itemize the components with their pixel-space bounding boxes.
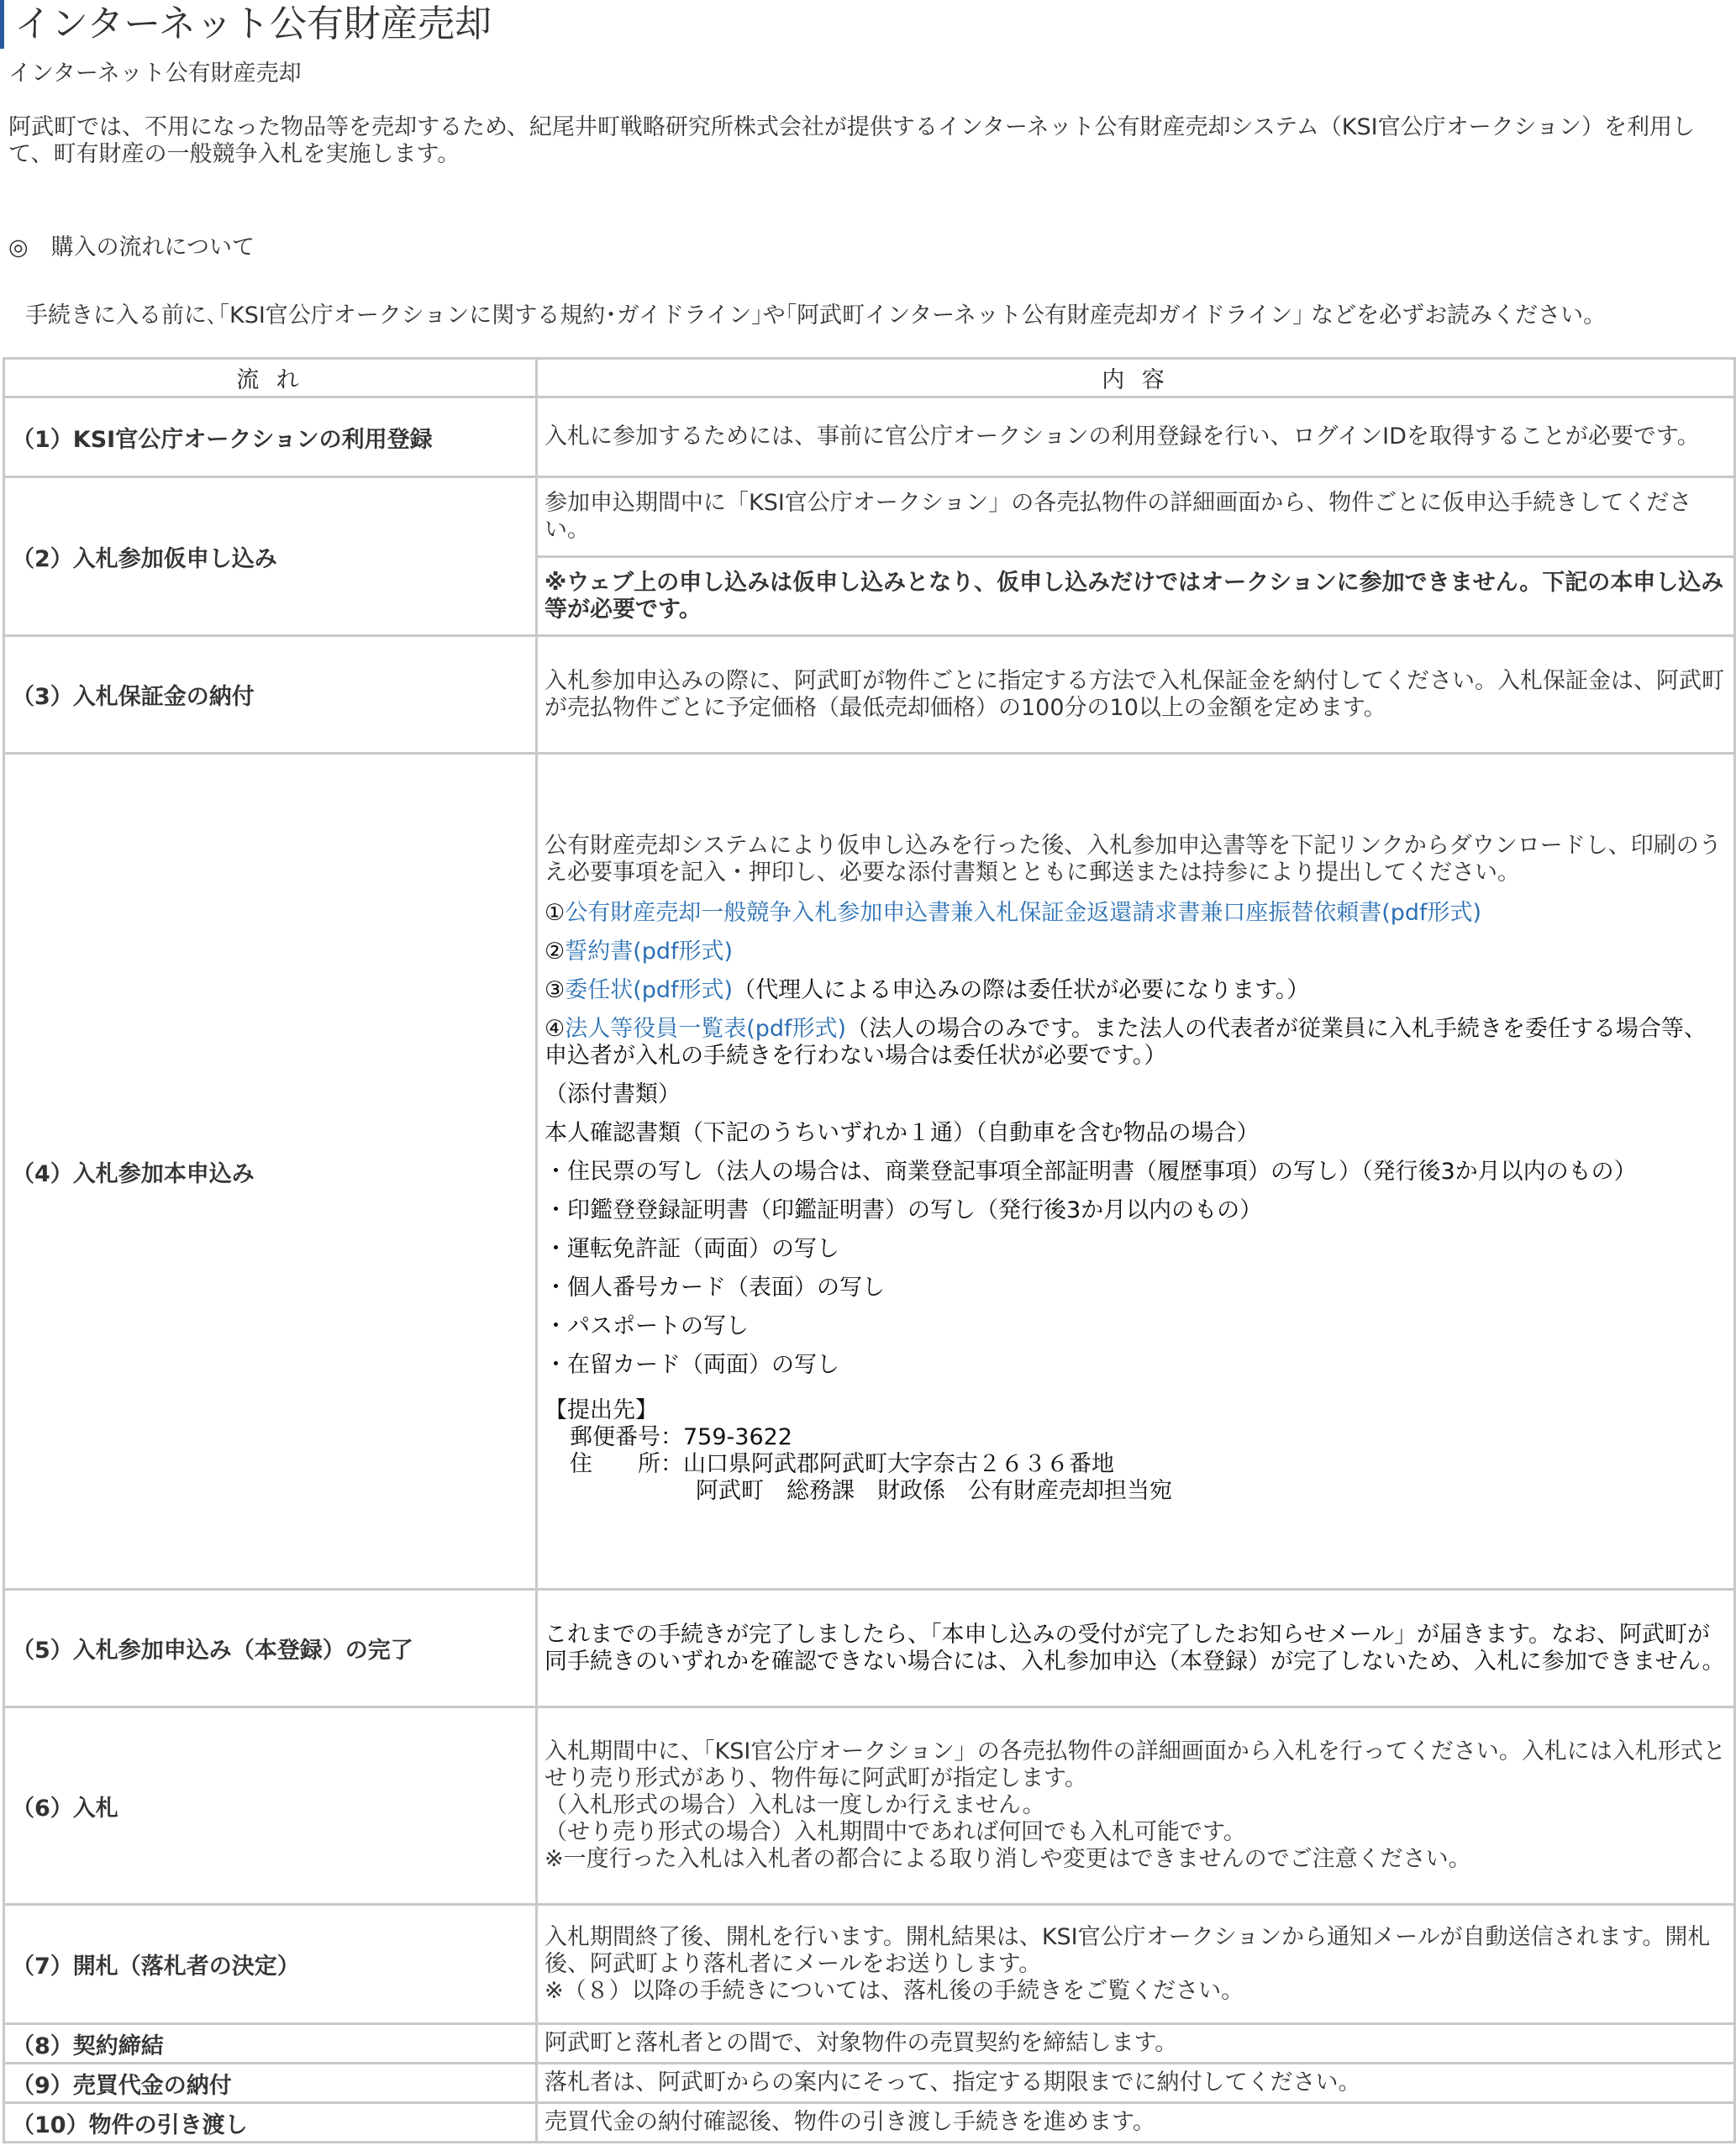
step-content: 落札者は、阿武町からの案内にそって、指定する期限までに納付してください。: [537, 2064, 1735, 2103]
table-row: [4, 2103, 1735, 2143]
id-doc-heading: 本人確認書類（下記のうちいずれか１通）（自動車を含む物品の場合）: [544, 1120, 1260, 1146]
purchase-flow-table: [3, 357, 1736, 2143]
step-content: 阿武町と落札者との間で、対象物件の売買契約を締結します。: [537, 2024, 1735, 2064]
step6-text: （せり売り形式の場合）入札期間中であれば何回でも入札可能です。: [544, 1819, 1246, 1845]
step-content: [537, 754, 1735, 1590]
step-label: （9）売買代金の納付: [4, 2064, 537, 2103]
address: 住 所：山口県阿武郡阿武町大字奈古２６３６番地: [570, 1451, 1114, 1477]
step6-text: （入札形式の場合）入札は一度しか行えません。: [544, 1792, 1045, 1818]
doc-item: ・個人番号カード（表面）の写し: [544, 1275, 885, 1301]
link-number: ④: [544, 1016, 566, 1042]
link-note: （法人の場合のみです。また法人の代表者が従業員に入札手続きを委任する場合等、申込者が入札の手続きを行わない場合は委任状が必要です。）: [544, 1016, 1707, 1069]
step-label: （10）物件の引き渡し: [4, 2103, 537, 2143]
doc-item: ・住民票の写し（法人の場合は、商業登記事項全部証明書（履歴事項）の写し）（発行後3か月以内のもの）: [544, 1159, 1637, 1185]
power-of-attorney-link[interactable]: 委任状(pdf形式): [565, 977, 734, 1003]
step-content: 参加申込期間中に「KSI官公庁オークション」の各売払物件の詳細画面から、物件ごとに仮申込手続きしてください。: [537, 477, 1735, 557]
header-flow: 流 れ: [4, 359, 537, 397]
link-note: （代理人による申込みの際は委任状が必要になります。）: [733, 977, 1310, 1003]
link-number: ②: [544, 939, 566, 965]
step-content: [537, 1707, 1735, 1905]
step-content: 入札に参加するためには、事前に官公庁オークションの利用登録を行い、ログインIDを取得することが必要です。: [537, 397, 1735, 477]
table-row: [4, 2024, 1735, 2064]
step-label: （1）KSI官公庁オークションの利用登録: [4, 397, 537, 477]
table-row: [4, 1707, 1735, 1905]
page-title: インターネット公有財産売却: [0, 0, 1736, 49]
table-header-row: [4, 359, 1735, 397]
header-content: 内 容: [537, 359, 1735, 397]
step-content: [537, 1905, 1735, 2024]
step-content: これまでの手続きが完了しましたら、「本申し込みの受付が完了したお知らせメール」が届きます。なお、阿武町が同手続きのいずれかを確認できない場合には、入札参加申込（本登録）が完了しないため、入札に参加できません。: [537, 1590, 1735, 1707]
step-label: （8）契約締結: [4, 2024, 537, 2064]
link-number: ①: [544, 900, 566, 926]
step-content: 売買代金の納付確認後、物件の引き渡し手続きを進めます。: [537, 2103, 1735, 2143]
recipient: 阿武町 総務課 財政係 公有財産売却担当宛: [696, 1478, 1172, 1504]
table-row: [4, 397, 1735, 477]
step6-text: ※一度行った入札は入札者の都合による取り消しや変更はできませんのでご注意ください。: [544, 1846, 1471, 1872]
step-label: （2）入札参加仮申し込み: [4, 477, 537, 636]
doc-item: ・パスポートの写し: [544, 1313, 749, 1339]
page-subtitle: インターネット公有財産売却: [8, 60, 302, 87]
table-row: [4, 636, 1735, 754]
step-warning: ※ウェブ上の申し込みは仮申し込みとなり、仮申し込みだけではオークションに参加できません。下記の本申し込み等が必要です。: [537, 557, 1735, 636]
table-row: [4, 2064, 1735, 2103]
officer-list-link[interactable]: 法人等役員一覧表(pdf形式): [565, 1016, 847, 1042]
step-label: （3）入札保証金の納付: [4, 636, 537, 754]
attachment-heading: （添付書類）: [544, 1081, 681, 1107]
table-row: [4, 1590, 1735, 1707]
step4-intro: 公有財産売却システムにより仮申し込みを行った後、入札参加申込書等を下記リンクからダウンロードし、印刷のうえ必要事項を記入・押印し、必要な添付書類とともに郵送または持参により提出してください。: [544, 833, 1722, 886]
step7-text: ※（８）以降の手続きについては、落札後の手続きをご覧ください。: [544, 1977, 1244, 2004]
step6-text: 入札期間中に、「KSI官公庁オークション」の各売払物件の詳細画面から入札を行ってください。入札には入札形式とせり売り形式があり、物件毎に阿武町が指定します。: [544, 1738, 1726, 1791]
step-label: （7）開札（落札者の決定）: [4, 1905, 537, 2024]
pledge-link[interactable]: 誓約書(pdf形式): [565, 939, 734, 965]
guideline-notice: 手続きに入る前に､｢KSI官公庁オークションに関する規約･ガイドライン｣や｢阿武町インターネット公有財産売却ガイドライン｣ などを必ずお読みください｡: [25, 302, 1595, 329]
table-row: [4, 754, 1735, 1590]
table-row: [4, 477, 1735, 557]
link-number: ③: [544, 977, 566, 1003]
intro-text: 阿武町では、不用になった物品等を売却するため、紀尾井町戦略研究所株式会社が提供するインターネット公有財産売却システム（KSI官公庁オークション）を利用して、町有財産の一般競争入札を実施します。: [8, 114, 1696, 167]
step-label: （6）入札: [4, 1707, 537, 1905]
submit-heading: 【提出先】: [544, 1397, 658, 1423]
application-form-link[interactable]: 公有財産売却一般競争入札参加申込書兼入札保証金返還請求書兼口座振替依頼書(pdf形式): [565, 900, 1482, 926]
section-heading: ◎ 購入の流れについて: [8, 234, 255, 260]
step-label: （5）入札参加申込み（本登録）の完了: [4, 1590, 537, 1707]
step7-text: 入札期間終了後、開札を行います。開札結果は、KSI官公庁オークションから通知メールが自動送信されます。開札後、阿武町より落札者にメールをお送りします。: [544, 1923, 1711, 1977]
table-row: [4, 1905, 1735, 2024]
doc-item: ・運転免許証（両面）の写し: [544, 1236, 839, 1262]
doc-item: ・在留カード（両面）の写し: [544, 1352, 839, 1378]
step-content: 入札参加申込みの際に、阿武町が物件ごとに指定する方法で入札保証金を納付してください。入札保証金は、阿武町が売払物件ごとに予定価格（最低売却価格）の100分の10以上の金額を定めます。: [537, 636, 1735, 754]
submission-address: [544, 1397, 1727, 1505]
doc-item: ・印鑑登登録証明書（印鑑証明書）の写し（発行後3か月以内のもの）: [544, 1197, 1263, 1223]
postal-code: 郵便番号：759-3622: [570, 1424, 792, 1450]
step-label: （4）入札参加本申込み: [4, 754, 537, 1590]
